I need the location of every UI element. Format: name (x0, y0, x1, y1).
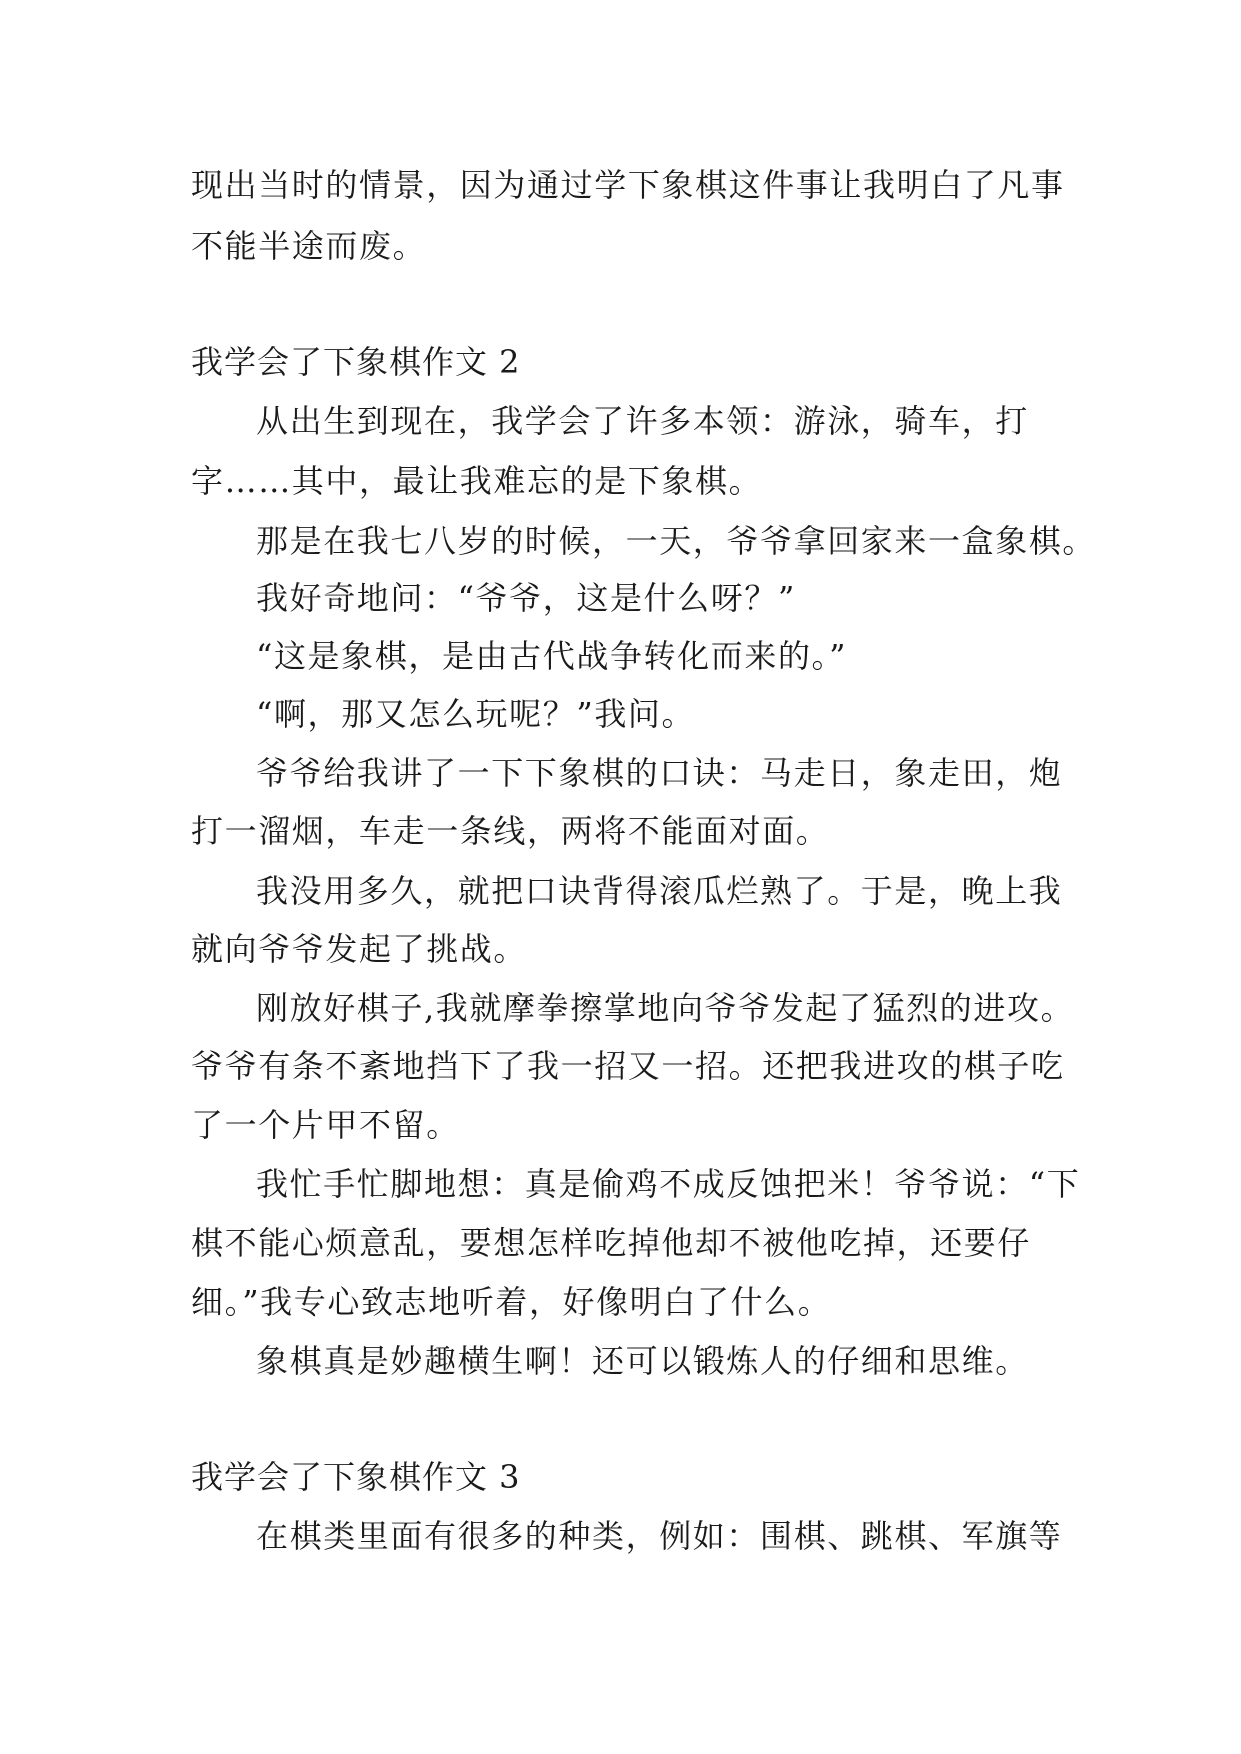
paragraph-line: “这是象棋，是由古代战争转化而来的。” (256, 637, 848, 675)
paragraph-line: 我没用多久，就把口诀背得滚瓜烂熟了。于是，晚上我 (256, 872, 1063, 910)
paragraph-line: 就向爷爷发起了挑战。 (191, 930, 528, 968)
paragraph-line: 刚放好棋子,我就摩拳擦掌地向爷爷发起了猛烈的进攻。 (256, 989, 1075, 1027)
paragraph-line: 了一个片甲不留。 (191, 1106, 460, 1144)
paragraph-line: 字……其中，最让我难忘的是下象棋。 (191, 462, 763, 500)
paragraph-line: 我忙手忙脚地想：真是偷鸡不成反蚀把米！爷爷说：“下 (256, 1165, 1081, 1203)
paragraph-line: 现出当时的情景，因为通过学下象棋这件事让我明白了凡事 (191, 166, 1065, 204)
paragraph-line: 从出生到现在，我学会了许多本领：游泳，骑车，打 (256, 402, 1029, 440)
section-heading-3: 我学会了下象棋作文 3 (191, 1458, 521, 1496)
paragraph-line: 不能半途而废。 (191, 227, 427, 265)
paragraph-line: 爷爷给我讲了一下下象棋的口诀：马走日，象走田，炮 (256, 754, 1063, 792)
paragraph-line: 在棋类里面有很多的种类，例如：围棋、跳棋、军旗等 (256, 1517, 1063, 1555)
paragraph-line: “啊，那又怎么玩呢？”我问。 (256, 695, 696, 733)
section-heading-2: 我学会了下象棋作文 2 (191, 343, 521, 381)
paragraph-line: 细。”我专心致志地听着，好像明白了什么。 (191, 1283, 832, 1321)
paragraph-line: 我好奇地问：“爷爷，这是什么呀？” (256, 579, 796, 617)
paragraph-line: 爷爷有条不紊地挡下了我一招又一招。还把我进攻的棋子吃 (191, 1047, 1065, 1085)
paragraph-line: 那是在我七八岁的时候，一天，爷爷拿回家来一盒象棋。 (256, 522, 1097, 560)
paragraph-line: 象棋真是妙趣横生啊！还可以锻炼人的仔细和思维。 (256, 1342, 1029, 1380)
paragraph-line: 棋不能心烦意乱，要想怎样吃掉他却不被他吃掉，还要仔 (191, 1224, 1032, 1262)
paragraph-line: 打一溜烟，车走一条线，两将不能面对面。 (191, 812, 830, 850)
